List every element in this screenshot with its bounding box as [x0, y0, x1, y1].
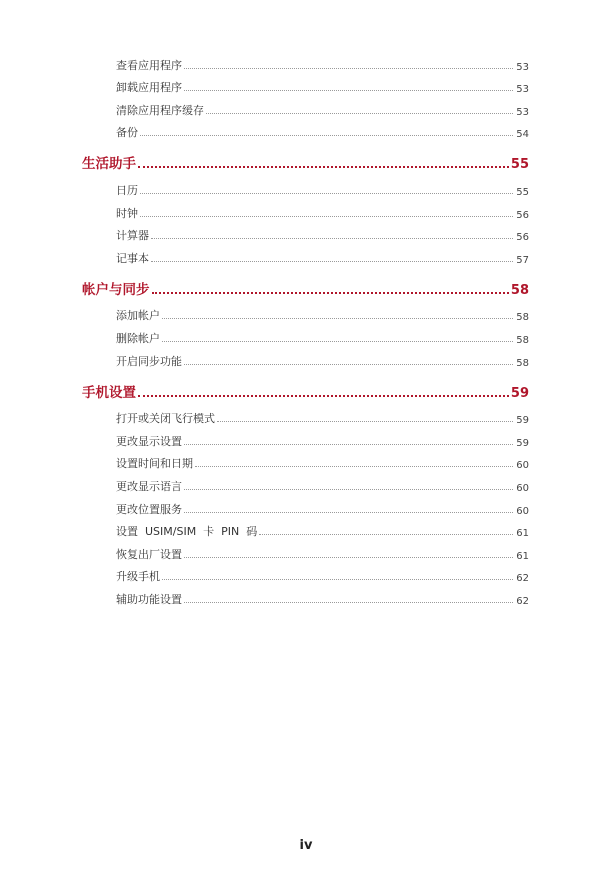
toc-entry-page: 55: [516, 186, 529, 198]
toc-entry[interactable]: [116, 471, 529, 494]
dot-leader: [184, 364, 513, 365]
toc-entry-label: 打开或关闭飞行模式: [116, 412, 215, 426]
dot-leader: [195, 466, 513, 467]
dot-leader: [184, 489, 513, 490]
dot-leader: [184, 90, 513, 91]
dot-leader: [217, 421, 513, 422]
dot-leader: [140, 135, 513, 136]
toc-entry[interactable]: [116, 562, 529, 585]
toc-entry-page: 59: [516, 415, 529, 427]
dot-leader: [151, 238, 513, 239]
toc-entry-page: 53: [516, 106, 529, 118]
toc-entry-label: 日历: [116, 183, 138, 197]
toc-entry[interactable]: [116, 243, 529, 266]
dot-leader: [184, 68, 513, 69]
toc-entry-label: 计算器: [116, 229, 149, 243]
dot-leader: [140, 193, 513, 194]
dot-leader: [152, 292, 509, 294]
toc-entry-label: 备份: [116, 126, 138, 140]
toc-entry[interactable]: [116, 346, 529, 369]
toc-entry-label: 升级手机: [116, 570, 160, 584]
toc-entry-label: 更改位置服务: [116, 502, 182, 516]
toc-entry-page: 62: [516, 573, 529, 585]
table-of-contents: [82, 50, 529, 607]
dot-leader: [206, 113, 513, 114]
toc-section-page: 59: [510, 385, 529, 401]
toc-entry-page: 60: [516, 505, 529, 517]
toc-entry[interactable]: [116, 404, 529, 427]
toc-entry[interactable]: [116, 73, 529, 96]
toc-entry-page: 53: [516, 84, 529, 96]
toc-section-heading[interactable]: [82, 379, 529, 401]
toc-entry[interactable]: [116, 175, 529, 198]
toc-section-heading[interactable]: [82, 276, 529, 298]
toc-entry-label: 清除应用程序缓存: [116, 103, 204, 117]
toc-entry-label: 设置时间和日期: [116, 457, 193, 471]
toc-entry[interactable]: [116, 426, 529, 449]
dot-leader: [162, 341, 513, 342]
toc-entry-label: 设置 USIM/SIM 卡 PIN 码: [116, 525, 258, 539]
toc-entry-label: 添加帐户: [116, 309, 160, 323]
dot-leader: [184, 444, 513, 445]
toc-entry-page: 59: [516, 437, 529, 449]
toc-entry-page: 61: [516, 550, 529, 562]
toc-section-heading[interactable]: [82, 150, 529, 172]
toc-section-title: 生活助手: [82, 156, 136, 173]
toc-entry-label: 更改显示设置: [116, 434, 182, 448]
toc-entry[interactable]: [116, 50, 529, 73]
dot-leader: [184, 512, 513, 513]
toc-entry[interactable]: [116, 323, 529, 346]
dot-leader: [259, 534, 513, 535]
toc-entry-label: 时钟: [116, 206, 138, 220]
dot-leader: [162, 318, 513, 319]
toc-entry-page: 62: [516, 595, 529, 607]
dot-leader: [140, 216, 513, 217]
toc-entry-page: 58: [516, 357, 529, 369]
toc-entry-label: 记事本: [116, 251, 149, 265]
toc-entry-page: 57: [516, 254, 529, 266]
toc-entry-page: 60: [516, 460, 529, 472]
toc-entry[interactable]: [116, 449, 529, 472]
toc-entry-page: 53: [516, 61, 529, 73]
toc-section-title: 帐户与同步: [82, 281, 150, 298]
toc-entry-page: 58: [516, 312, 529, 324]
toc-entry-label: 辅助功能设置: [116, 592, 182, 606]
toc-entry-page: 56: [516, 209, 529, 221]
dot-leader: [138, 166, 509, 168]
toc-section-title: 手机设置: [82, 384, 136, 401]
toc-entry-page: 54: [516, 129, 529, 141]
toc-entry[interactable]: [116, 95, 529, 118]
toc-section-page: 58: [510, 282, 529, 298]
toc-entry[interactable]: [116, 221, 529, 244]
toc-entry-label: 删除帐户: [116, 331, 160, 345]
dot-leader: [184, 557, 513, 558]
dot-leader: [162, 579, 513, 580]
dot-leader: [184, 602, 513, 603]
toc-entry[interactable]: [116, 584, 529, 607]
dot-leader: [151, 261, 513, 262]
toc-section-page: 55: [510, 157, 529, 173]
toc-entry-label: 卸载应用程序: [116, 81, 182, 95]
toc-entry[interactable]: [116, 539, 529, 562]
toc-entry-page: 58: [516, 334, 529, 346]
toc-entry-page: 61: [516, 528, 529, 540]
toc-entry[interactable]: [116, 301, 529, 324]
toc-entry-label: 查看应用程序: [116, 58, 182, 72]
dot-leader: [138, 395, 509, 397]
toc-entry[interactable]: [116, 517, 529, 540]
toc-entry-page: 60: [516, 482, 529, 494]
toc-entry[interactable]: [116, 118, 529, 141]
toc-entry-label: 开启同步功能: [116, 354, 182, 368]
toc-entry-page: 56: [516, 232, 529, 244]
toc-entry[interactable]: [116, 198, 529, 221]
toc-entry-label: 恢复出厂设置: [116, 547, 182, 561]
toc-entry-label: 更改显示语言: [116, 479, 182, 493]
footer-page-number: iv: [299, 838, 313, 853]
toc-entry[interactable]: [116, 494, 529, 517]
